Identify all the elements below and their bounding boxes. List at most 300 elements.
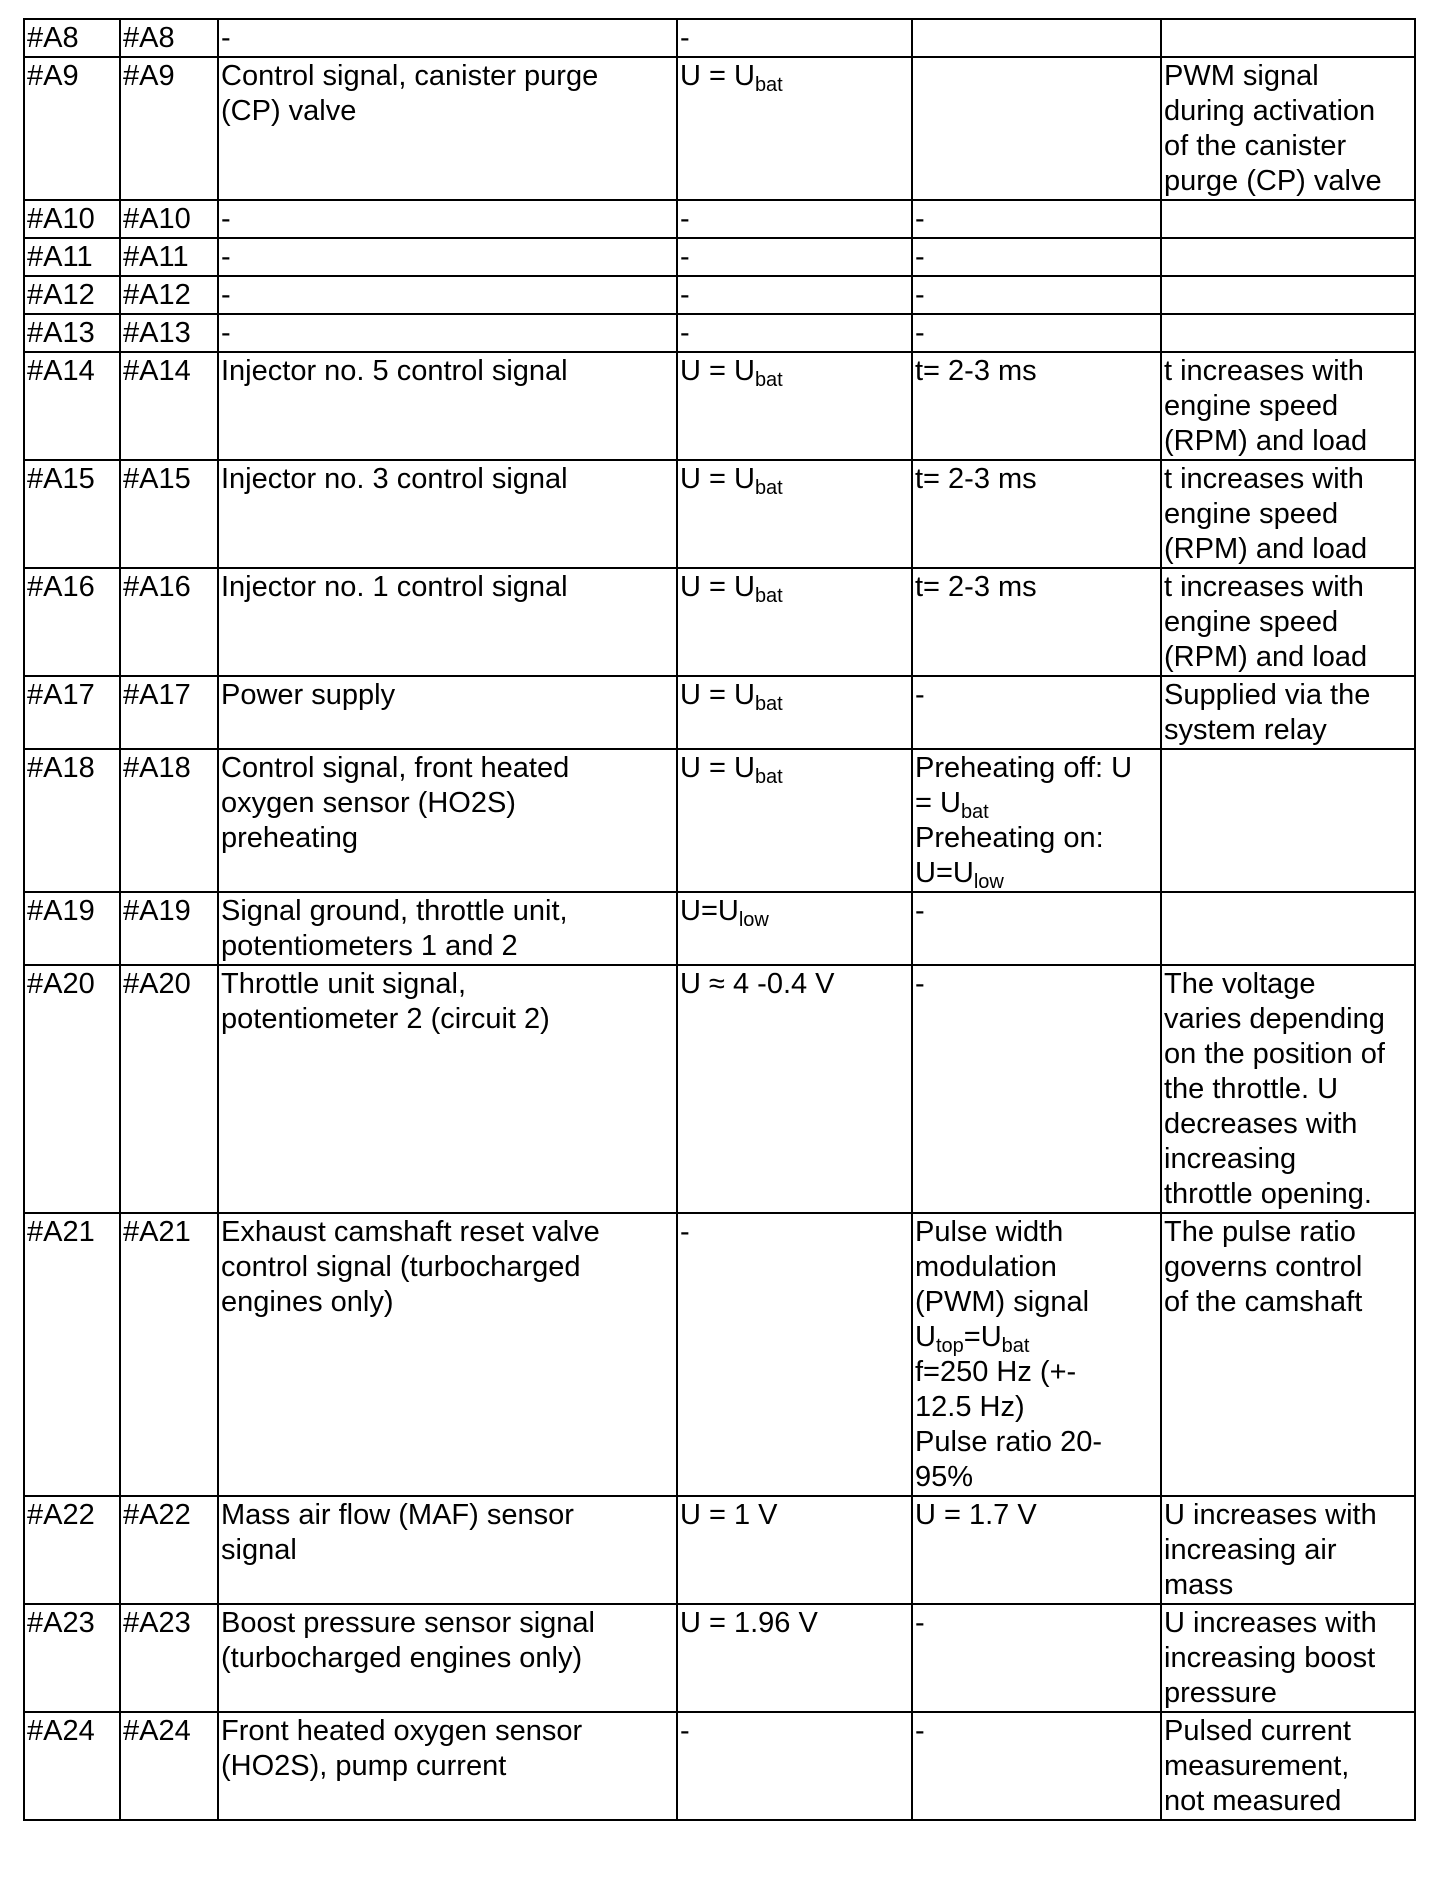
subscript-text: bat <box>960 801 989 823</box>
text-line: increasing air <box>1164 1534 1337 1566</box>
pin-label: #A10 <box>27 203 95 235</box>
value-text: U=U <box>915 857 974 889</box>
table-row <box>24 1712 1415 1820</box>
value-line <box>915 1606 1160 1641</box>
pin-cell <box>24 1604 120 1712</box>
value-text: - <box>915 203 925 235</box>
table-row <box>24 200 1415 238</box>
notes-cell <box>1161 1604 1415 1712</box>
value-text: U = U <box>680 463 755 495</box>
description-cell <box>218 19 677 57</box>
description-cell <box>218 749 677 892</box>
value-text: - <box>915 1715 925 1747</box>
pin-label: #A12 <box>27 279 95 311</box>
subscript-text: low <box>973 871 1004 892</box>
text-line: of the canister <box>1164 130 1347 162</box>
subscript-text: bat <box>754 369 783 391</box>
pin-label: #A22 <box>27 1499 95 1531</box>
pin-label: #A18 <box>123 752 191 784</box>
value-text: = U <box>915 787 961 819</box>
text-line: Throttle unit signal, <box>221 968 467 1000</box>
text-line: t increases with <box>1164 355 1364 387</box>
pin-cell <box>24 1213 120 1496</box>
pin-alt-cell <box>120 568 218 676</box>
value-text: - <box>915 241 925 273</box>
table-row <box>24 749 1415 892</box>
description-cell <box>218 1712 677 1820</box>
value-2-cell <box>912 1496 1161 1604</box>
pin-alt-cell <box>120 1604 218 1712</box>
value-line <box>680 967 911 1002</box>
pin-cell <box>24 57 120 200</box>
value-text: U = 1.7 V <box>915 1499 1037 1531</box>
table-row <box>24 1496 1415 1604</box>
value-2-cell <box>912 314 1161 352</box>
pin-cell <box>24 965 120 1213</box>
subscript-text: bat <box>1001 1335 1030 1357</box>
pin-label: #A11 <box>27 241 93 273</box>
pin-label: #A17 <box>123 679 191 711</box>
pin-label: #A16 <box>123 571 191 603</box>
value-1-cell <box>677 238 912 276</box>
pin-label: #A13 <box>27 317 95 349</box>
value-1-cell <box>677 568 912 676</box>
description-cell <box>218 1496 677 1604</box>
text-line: engine speed <box>1164 498 1339 530</box>
subscript-text: bat <box>754 477 783 499</box>
pin-label: #A8 <box>123 22 175 54</box>
value-2-cell <box>912 238 1161 276</box>
text-line: system relay <box>1164 714 1327 746</box>
value-text: (PWM) signal <box>915 1286 1090 1318</box>
notes-cell <box>1161 749 1415 892</box>
pin-cell <box>24 314 120 352</box>
notes-cell <box>1161 892 1415 965</box>
text-line: Exhaust camshaft reset valve <box>221 1216 600 1248</box>
pin-alt-cell <box>120 965 218 1213</box>
text-line: purge (CP) valve <box>1164 165 1382 197</box>
value-2-cell <box>912 749 1161 892</box>
value-text: - <box>915 679 925 711</box>
notes-cell <box>1161 314 1415 352</box>
notes-cell <box>1161 965 1415 1213</box>
value-line <box>680 202 911 237</box>
pinout-table-body <box>24 19 1415 1820</box>
value-2-cell <box>912 676 1161 749</box>
pin-label: #A16 <box>27 571 95 603</box>
value-text: t= 2-3 ms <box>915 355 1037 387</box>
value-line <box>680 1714 911 1749</box>
value-line <box>915 202 1160 237</box>
value-line <box>915 678 1160 713</box>
description-cell <box>218 965 677 1213</box>
text-line: engine speed <box>1164 390 1339 422</box>
pin-label: #A14 <box>27 355 95 387</box>
value-line <box>915 1425 1160 1460</box>
value-text: Preheating off: U <box>915 752 1133 784</box>
pin-label: #A22 <box>123 1499 191 1531</box>
description-cell <box>218 676 677 749</box>
text-line: - <box>221 279 231 311</box>
value-1-cell <box>677 1712 912 1820</box>
value-text: - <box>680 279 690 311</box>
pin-cell <box>24 460 120 568</box>
notes-cell <box>1161 200 1415 238</box>
text-line: The pulse ratio <box>1164 1216 1356 1248</box>
pin-label: #A23 <box>27 1607 95 1639</box>
text-line: - <box>221 241 231 273</box>
pin-label: #A9 <box>27 60 79 92</box>
notes-cell <box>1161 1712 1415 1820</box>
value-line <box>680 278 911 313</box>
pin-alt-cell <box>120 57 218 200</box>
pin-alt-cell <box>120 676 218 749</box>
pin-alt-cell <box>120 238 218 276</box>
pin-label: #A21 <box>27 1216 95 1248</box>
value-text: - <box>915 895 925 927</box>
value-line <box>680 570 911 605</box>
notes-cell <box>1161 676 1415 749</box>
value-line <box>915 751 1160 786</box>
value-text: U = U <box>680 571 755 603</box>
text-line: (RPM) and load <box>1164 425 1368 457</box>
pin-label: #A15 <box>27 463 95 495</box>
table-row <box>24 1604 1415 1712</box>
value-line <box>915 1250 1160 1285</box>
text-line: potentiometers 1 and 2 <box>221 930 518 962</box>
value-line <box>915 1390 1160 1425</box>
value-line <box>915 1320 1160 1355</box>
value-line <box>680 240 911 275</box>
pin-label: #A12 <box>123 279 191 311</box>
description-cell <box>218 568 677 676</box>
text-line: pressure <box>1164 1677 1277 1709</box>
text-line: (CP) valve <box>221 95 357 127</box>
value-text: - <box>680 1715 690 1747</box>
value-text: t= 2-3 ms <box>915 463 1037 495</box>
subscript-text: low <box>738 909 769 931</box>
description-cell <box>218 238 677 276</box>
value-line <box>680 1606 911 1641</box>
value-2-cell <box>912 1712 1161 1820</box>
pin-label: #A21 <box>123 1216 191 1248</box>
pin-label: #A24 <box>123 1715 191 1747</box>
pin-cell <box>24 238 120 276</box>
pin-label: #A23 <box>123 1607 191 1639</box>
pin-alt-cell <box>120 314 218 352</box>
value-line <box>915 354 1160 389</box>
pin-cell <box>24 276 120 314</box>
value-2-cell <box>912 200 1161 238</box>
pinout-table <box>23 18 1416 1821</box>
value-line <box>680 59 911 94</box>
text-line: U increases with <box>1164 1607 1377 1639</box>
text-line: Power supply <box>221 679 396 711</box>
pin-cell <box>24 892 120 965</box>
value-1-cell <box>677 965 912 1213</box>
value-line <box>915 240 1160 275</box>
value-text: - <box>915 317 925 349</box>
subscript-text: bat <box>754 74 783 96</box>
table-row <box>24 1213 1415 1496</box>
pin-label: #A14 <box>123 355 191 387</box>
value-text: U = U <box>680 752 755 784</box>
pin-alt-cell <box>120 200 218 238</box>
value-1-cell <box>677 460 912 568</box>
value-text: U = 1 V <box>680 1499 778 1531</box>
subscript-text: bat <box>754 766 783 788</box>
text-line: - <box>221 317 231 349</box>
table-row <box>24 352 1415 460</box>
text-line: signal <box>221 1534 297 1566</box>
value-line <box>915 316 1160 351</box>
value-text: 95% <box>915 1461 974 1493</box>
pin-cell <box>24 749 120 892</box>
pin-label: #A9 <box>123 60 175 92</box>
table-row <box>24 676 1415 749</box>
description-cell <box>218 57 677 200</box>
pin-label: #A11 <box>123 241 189 273</box>
text-line: Front heated oxygen sensor <box>221 1715 583 1747</box>
value-line <box>915 462 1160 497</box>
pin-cell <box>24 1496 120 1604</box>
text-line: (RPM) and load <box>1164 533 1368 565</box>
value-text: - <box>680 1216 690 1248</box>
table-row <box>24 892 1415 965</box>
pin-alt-cell <box>120 1712 218 1820</box>
value-1-cell <box>677 200 912 238</box>
value-line <box>915 1215 1160 1250</box>
pin-label: #A20 <box>27 968 95 1000</box>
value-line <box>915 967 1160 1002</box>
pin-alt-cell <box>120 892 218 965</box>
text-line: oxygen sensor (HO2S) <box>221 787 516 819</box>
text-line: on the position of <box>1164 1038 1385 1070</box>
value-2-cell <box>912 57 1161 200</box>
notes-cell <box>1161 238 1415 276</box>
pin-alt-cell <box>120 276 218 314</box>
value-line <box>680 1498 911 1533</box>
text-line: The voltage <box>1164 968 1316 1000</box>
text-line: Supplied via the <box>1164 679 1371 711</box>
text-line: preheating <box>221 822 359 854</box>
value-text: - <box>680 22 690 54</box>
subscript-text: top <box>935 1335 964 1357</box>
pin-label: #A15 <box>123 463 191 495</box>
value-line <box>915 1714 1160 1749</box>
text-line: Boost pressure sensor signal <box>221 1607 595 1639</box>
value-2-cell <box>912 276 1161 314</box>
value-text: f=250 Hz (+- <box>915 1356 1077 1388</box>
value-line <box>915 856 1160 891</box>
text-line: U increases with <box>1164 1499 1377 1531</box>
description-cell <box>218 200 677 238</box>
value-1-cell <box>677 352 912 460</box>
value-line <box>680 678 911 713</box>
text-line: Mass air flow (MAF) sensor <box>221 1499 574 1531</box>
text-line: Control signal, canister purge <box>221 60 599 92</box>
value-1-cell <box>677 676 912 749</box>
value-1-cell <box>677 749 912 892</box>
text-line: t increases with <box>1164 571 1364 603</box>
text-line: during activation <box>1164 95 1376 127</box>
description-cell <box>218 1604 677 1712</box>
text-line: governs control <box>1164 1251 1363 1283</box>
value-2-cell <box>912 1604 1161 1712</box>
value-text: t= 2-3 ms <box>915 571 1037 603</box>
notes-cell <box>1161 352 1415 460</box>
subscript-text: bat <box>754 693 783 715</box>
pin-label: #A8 <box>27 22 79 54</box>
pin-cell <box>24 19 120 57</box>
value-text: U = 1.96 V <box>680 1607 818 1639</box>
value-text: 12.5 Hz) <box>915 1391 1025 1423</box>
pin-alt-cell <box>120 1213 218 1496</box>
value-text: Preheating on: <box>915 822 1104 854</box>
value-line <box>680 894 911 929</box>
pin-cell <box>24 352 120 460</box>
value-2-cell <box>912 460 1161 568</box>
text-line: Injector no. 3 control signal <box>221 463 568 495</box>
text-line: engines only) <box>221 1286 394 1318</box>
text-line: increasing <box>1164 1143 1297 1175</box>
description-cell <box>218 314 677 352</box>
value-2-cell <box>912 568 1161 676</box>
value-line <box>915 894 1160 929</box>
text-line: throttle opening. <box>1164 1178 1372 1210</box>
text-line: increasing boost <box>1164 1642 1376 1674</box>
value-line <box>680 354 911 389</box>
value-text: U = U <box>680 355 755 387</box>
pin-label: #A17 <box>27 679 95 711</box>
pin-label: #A19 <box>123 895 191 927</box>
text-line: decreases with <box>1164 1108 1358 1140</box>
text-line: Control signal, front heated <box>221 752 570 784</box>
pin-label: #A24 <box>27 1715 95 1747</box>
value-line <box>680 21 911 56</box>
value-2-cell <box>912 892 1161 965</box>
text-line: potentiometer 2 (circuit 2) <box>221 1003 550 1035</box>
pin-label: #A20 <box>123 968 191 1000</box>
value-1-cell <box>677 276 912 314</box>
value-text: modulation <box>915 1251 1057 1283</box>
value-1-cell <box>677 57 912 200</box>
value-line <box>915 1498 1160 1533</box>
description-cell <box>218 460 677 568</box>
value-text: U = U <box>680 679 755 711</box>
notes-cell <box>1161 1496 1415 1604</box>
description-cell <box>218 1213 677 1496</box>
value-1-cell <box>677 19 912 57</box>
value-text: - <box>915 1607 925 1639</box>
value-text: U = U <box>680 60 755 92</box>
value-1-cell <box>677 1213 912 1496</box>
value-text: Pulse ratio 20- <box>915 1426 1102 1458</box>
text-line: mass <box>1164 1569 1234 1601</box>
value-line <box>680 751 911 786</box>
notes-cell <box>1161 460 1415 568</box>
pin-alt-cell <box>120 352 218 460</box>
pin-cell <box>24 568 120 676</box>
table-row <box>24 314 1415 352</box>
value-line <box>915 821 1160 856</box>
table-row <box>24 568 1415 676</box>
text-line: PWM signal <box>1164 60 1319 92</box>
value-text: =U <box>963 1321 1002 1353</box>
text-line: t increases with <box>1164 463 1364 495</box>
pin-label: #A13 <box>123 317 191 349</box>
value-line <box>915 1355 1160 1390</box>
pin-cell <box>24 200 120 238</box>
value-1-cell <box>677 892 912 965</box>
value-line <box>915 570 1160 605</box>
table-row <box>24 238 1415 276</box>
value-text: - <box>915 279 925 311</box>
value-1-cell <box>677 314 912 352</box>
pin-label: #A18 <box>27 752 95 784</box>
value-2-cell <box>912 1213 1161 1496</box>
text-line: the throttle. U <box>1164 1073 1339 1105</box>
text-line: Injector no. 5 control signal <box>221 355 568 387</box>
table-row <box>24 965 1415 1213</box>
value-1-cell <box>677 1496 912 1604</box>
text-line: (HO2S), pump current <box>221 1750 507 1782</box>
notes-cell <box>1161 276 1415 314</box>
value-2-cell <box>912 352 1161 460</box>
text-line: control signal (turbocharged <box>221 1251 581 1283</box>
value-text: Pulse width <box>915 1216 1064 1248</box>
value-text: - <box>680 317 690 349</box>
value-line <box>915 278 1160 313</box>
description-cell <box>218 352 677 460</box>
value-line <box>680 316 911 351</box>
table-row <box>24 57 1415 200</box>
pin-label: #A10 <box>123 203 191 235</box>
text-line: of the camshaft <box>1164 1286 1363 1318</box>
value-line <box>915 1285 1160 1320</box>
pin-alt-cell <box>120 1496 218 1604</box>
pin-alt-cell <box>120 460 218 568</box>
table-row <box>24 19 1415 57</box>
text-line: engine speed <box>1164 606 1339 638</box>
pin-alt-cell <box>120 749 218 892</box>
value-text: - <box>915 968 925 1000</box>
pin-alt-cell <box>120 19 218 57</box>
description-cell <box>218 892 677 965</box>
table-row <box>24 276 1415 314</box>
value-2-cell <box>912 19 1161 57</box>
value-line <box>915 786 1160 821</box>
value-text: U=U <box>680 895 739 927</box>
text-line: Injector no. 1 control signal <box>221 571 568 603</box>
text-line: varies depending <box>1164 1003 1385 1035</box>
text-line: Signal ground, throttle unit, <box>221 895 568 927</box>
text-line: (turbocharged engines only) <box>221 1642 583 1674</box>
value-text: U <box>915 1321 936 1353</box>
value-2-cell <box>912 965 1161 1213</box>
notes-cell <box>1161 19 1415 57</box>
text-line: - <box>221 22 231 54</box>
text-line: measurement, <box>1164 1750 1350 1782</box>
value-line <box>915 1460 1160 1495</box>
text-line: - <box>221 203 231 235</box>
value-text: - <box>680 241 690 273</box>
text-line: (RPM) and load <box>1164 641 1368 673</box>
description-cell <box>218 276 677 314</box>
pin-cell <box>24 676 120 749</box>
table-row <box>24 460 1415 568</box>
notes-cell <box>1161 568 1415 676</box>
